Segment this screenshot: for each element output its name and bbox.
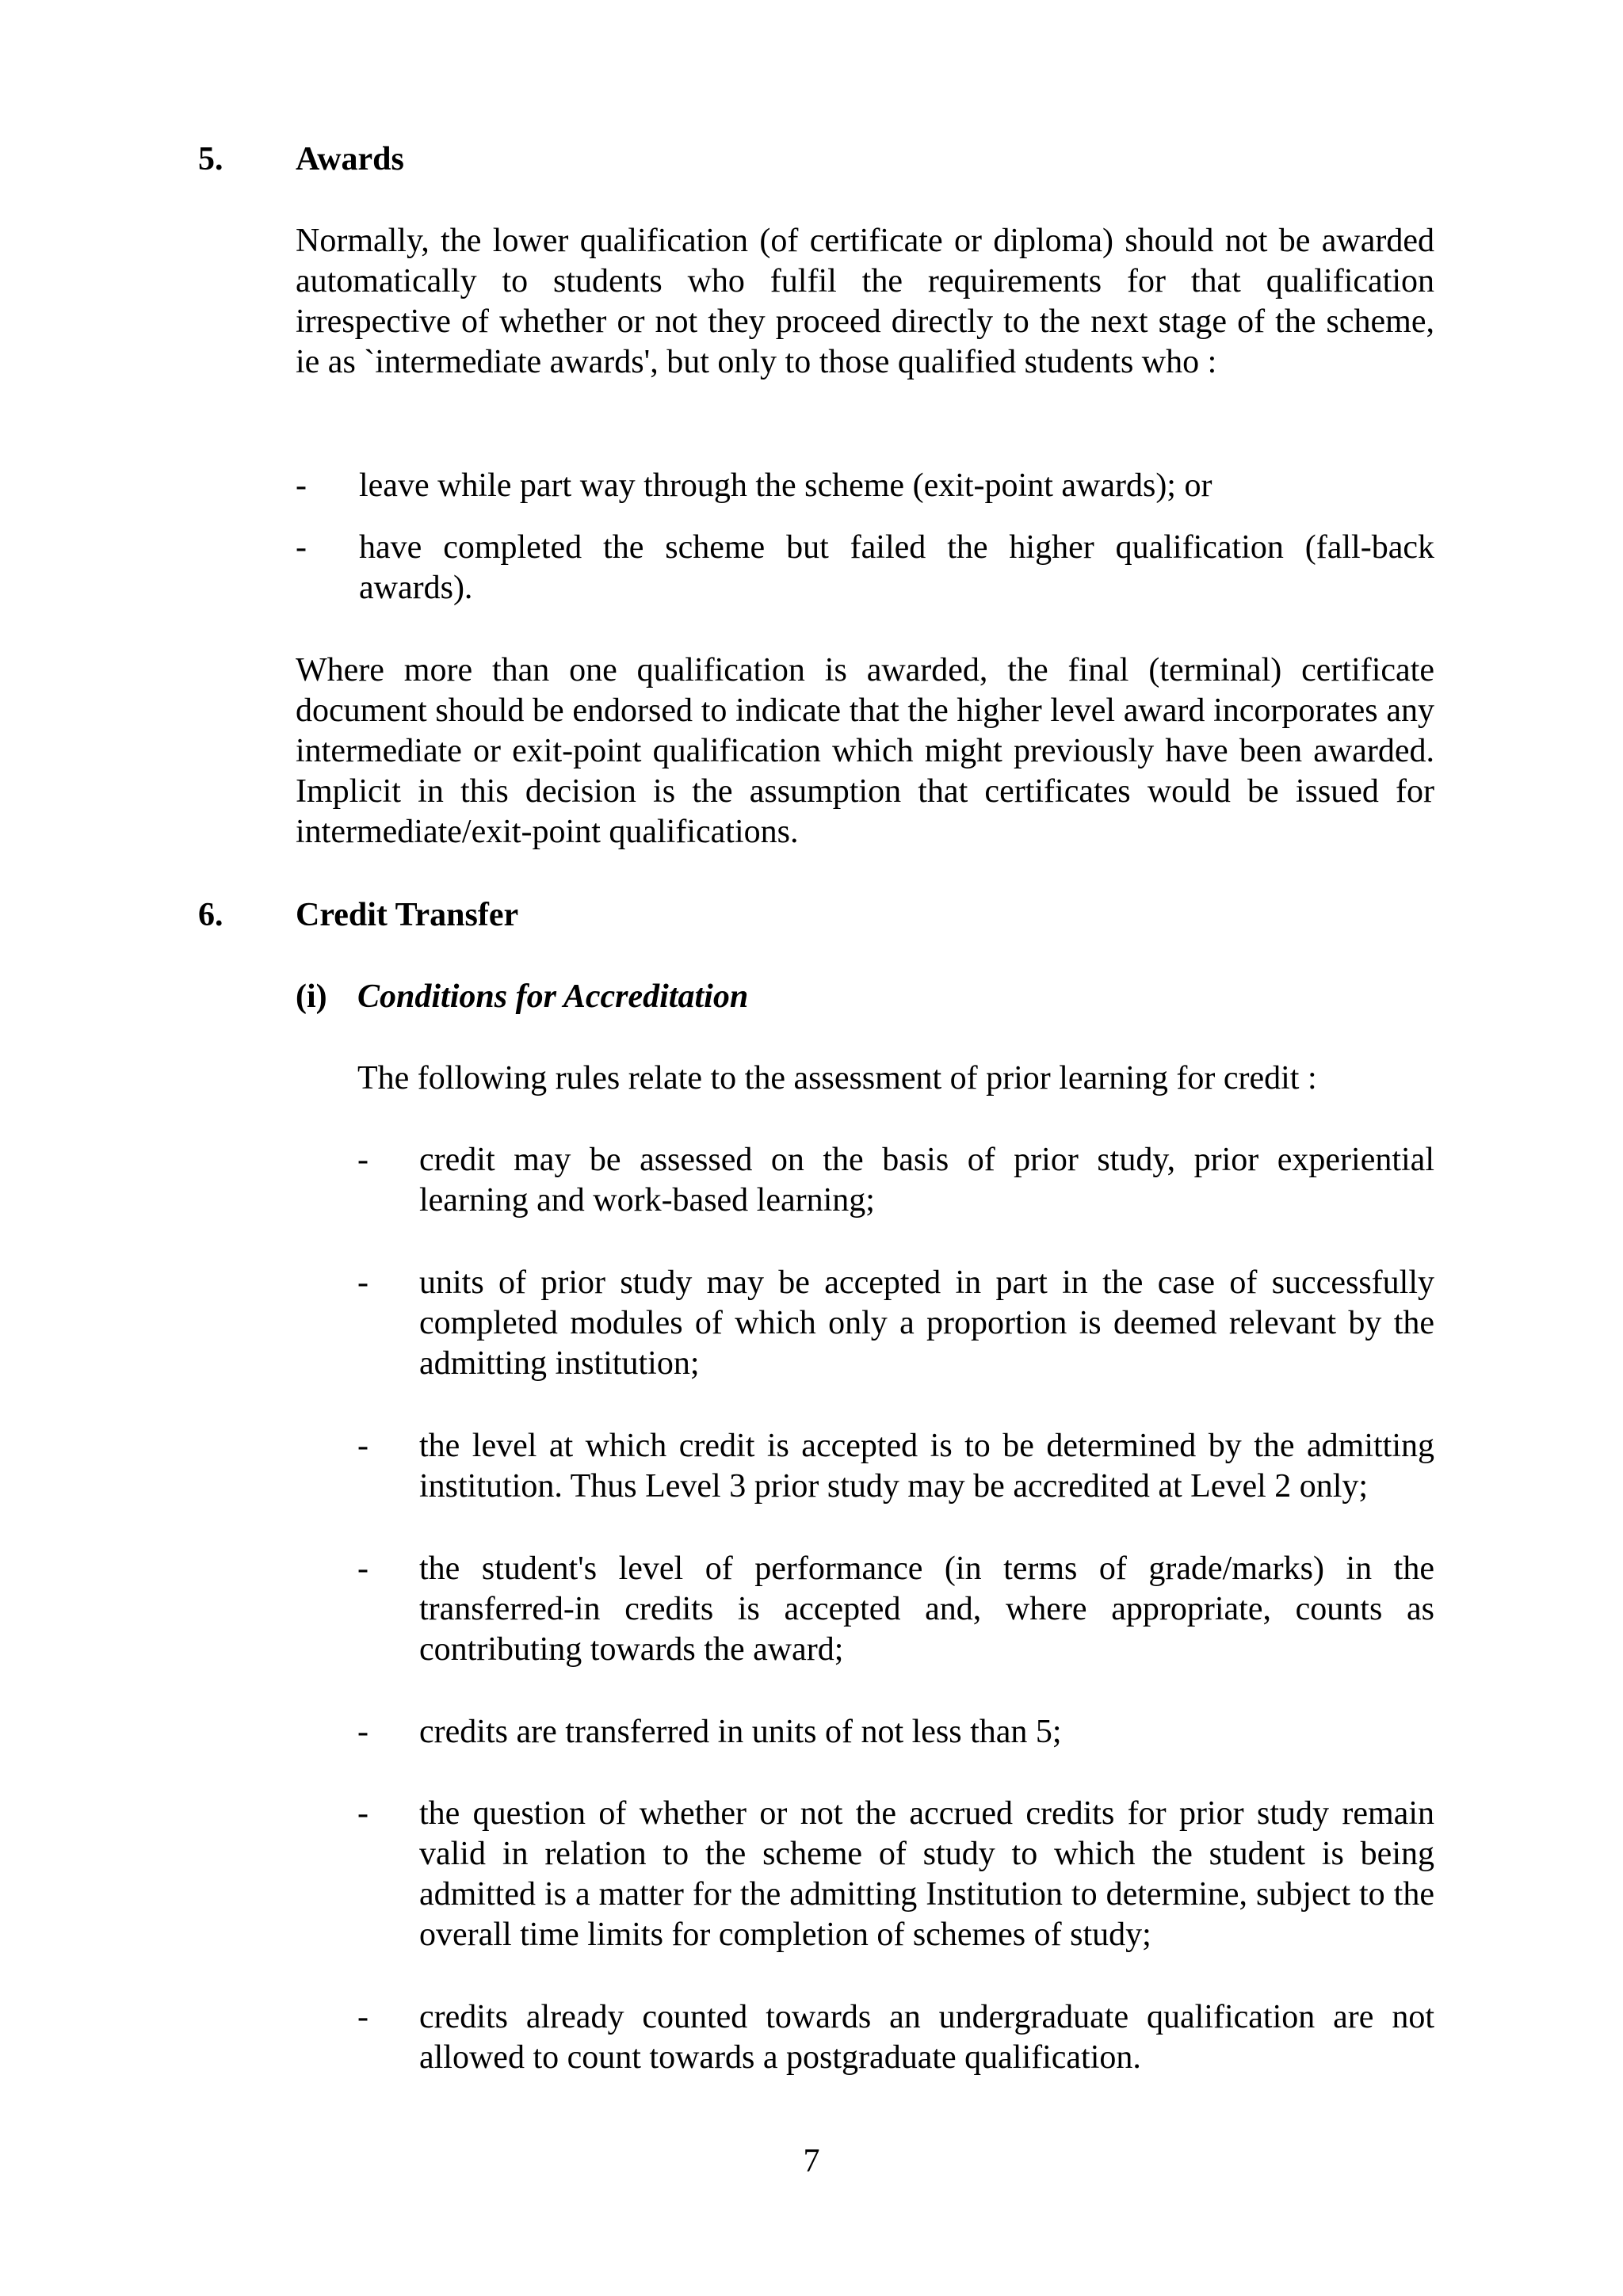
list-item-text: units of prior study may be accepted in part in the case of successfully completed modules of which only a proportion is deemed relevant by the admitting institution;: [419, 1264, 1434, 1382]
list-item-text: credits already counted towards an undergraduate qualification are not allowed to count towards a postgraduate qualification.: [419, 1999, 1434, 2076]
bullet-dash: -: [357, 1428, 369, 1464]
list-item-text: credits are transferred in units of not less than 5;: [419, 1714, 1062, 1750]
list-item-text: leave while part way through the scheme (exit-point awards); or: [359, 467, 1212, 504]
bullet-dash: -: [357, 1550, 369, 1587]
section-title: Awards: [296, 141, 404, 177]
section-5-intro-paragraph: Normally, the lower qualification (of certificate or diploma) should not be awarded automatically to students who fulfil the requirements for that qualification irrespective of whether or not they proceed directly to the next stage of the scheme, ie as `intermediate awards', but only to those qualified students who :: [296, 223, 1434, 380]
list-item-text: the student's level of performance (in terms of grade/marks) in the transferred-in credits is accepted and, where appropriate, counts as contributing towards the award;: [419, 1550, 1434, 1668]
bullet-dash: -: [357, 1142, 369, 1178]
bullet-dash: -: [296, 529, 307, 566]
bullet-dash: -: [357, 1795, 369, 1832]
section-title: Credit Transfer: [296, 897, 519, 933]
section-number: 5.: [198, 141, 223, 177]
list-item-text: the question of whether or not the accrued credits for prior study remain valid in relation to the scheme of study to which the student is being admitted is a matter for the admitting Institution to determine, subject to the overall time limits for completion of schemes of study;: [419, 1795, 1434, 1953]
bullet-dash: -: [357, 1999, 369, 2035]
bullet-dash: -: [296, 467, 307, 504]
section-number: 6.: [198, 897, 223, 933]
bullet-dash: -: [357, 1264, 369, 1301]
list-item-text: credit may be assessed on the basis of prior study, prior experiential learning and work-based learning;: [419, 1142, 1434, 1219]
subsection-title: Conditions for Accreditation: [357, 978, 749, 1015]
list-item-text: the level at which credit is accepted is to be determined by the admitting institution. Thus Level 3 prior study may be accredited at Level 2 only;: [419, 1428, 1434, 1505]
section-5-closing-paragraph: Where more than one qualification is awarded, the final (terminal) certificate document should be endorsed to indicate that the higher level award incorporates any intermediate or exit-point qualification which might previously have been awarded. Implicit in this decision is the assumption that certificates would be issued for intermediate/exit-point qualifications.: [296, 652, 1434, 850]
subsection-intro: The following rules relate to the assessment of prior learning for credit :: [357, 1060, 1317, 1097]
subsection-numeral: (i): [296, 978, 327, 1015]
list-item-text: have completed the scheme but failed the higher qualification (fall-back awards).: [359, 529, 1434, 606]
page-number: 7: [803, 2143, 820, 2180]
bullet-dash: -: [357, 1714, 369, 1750]
